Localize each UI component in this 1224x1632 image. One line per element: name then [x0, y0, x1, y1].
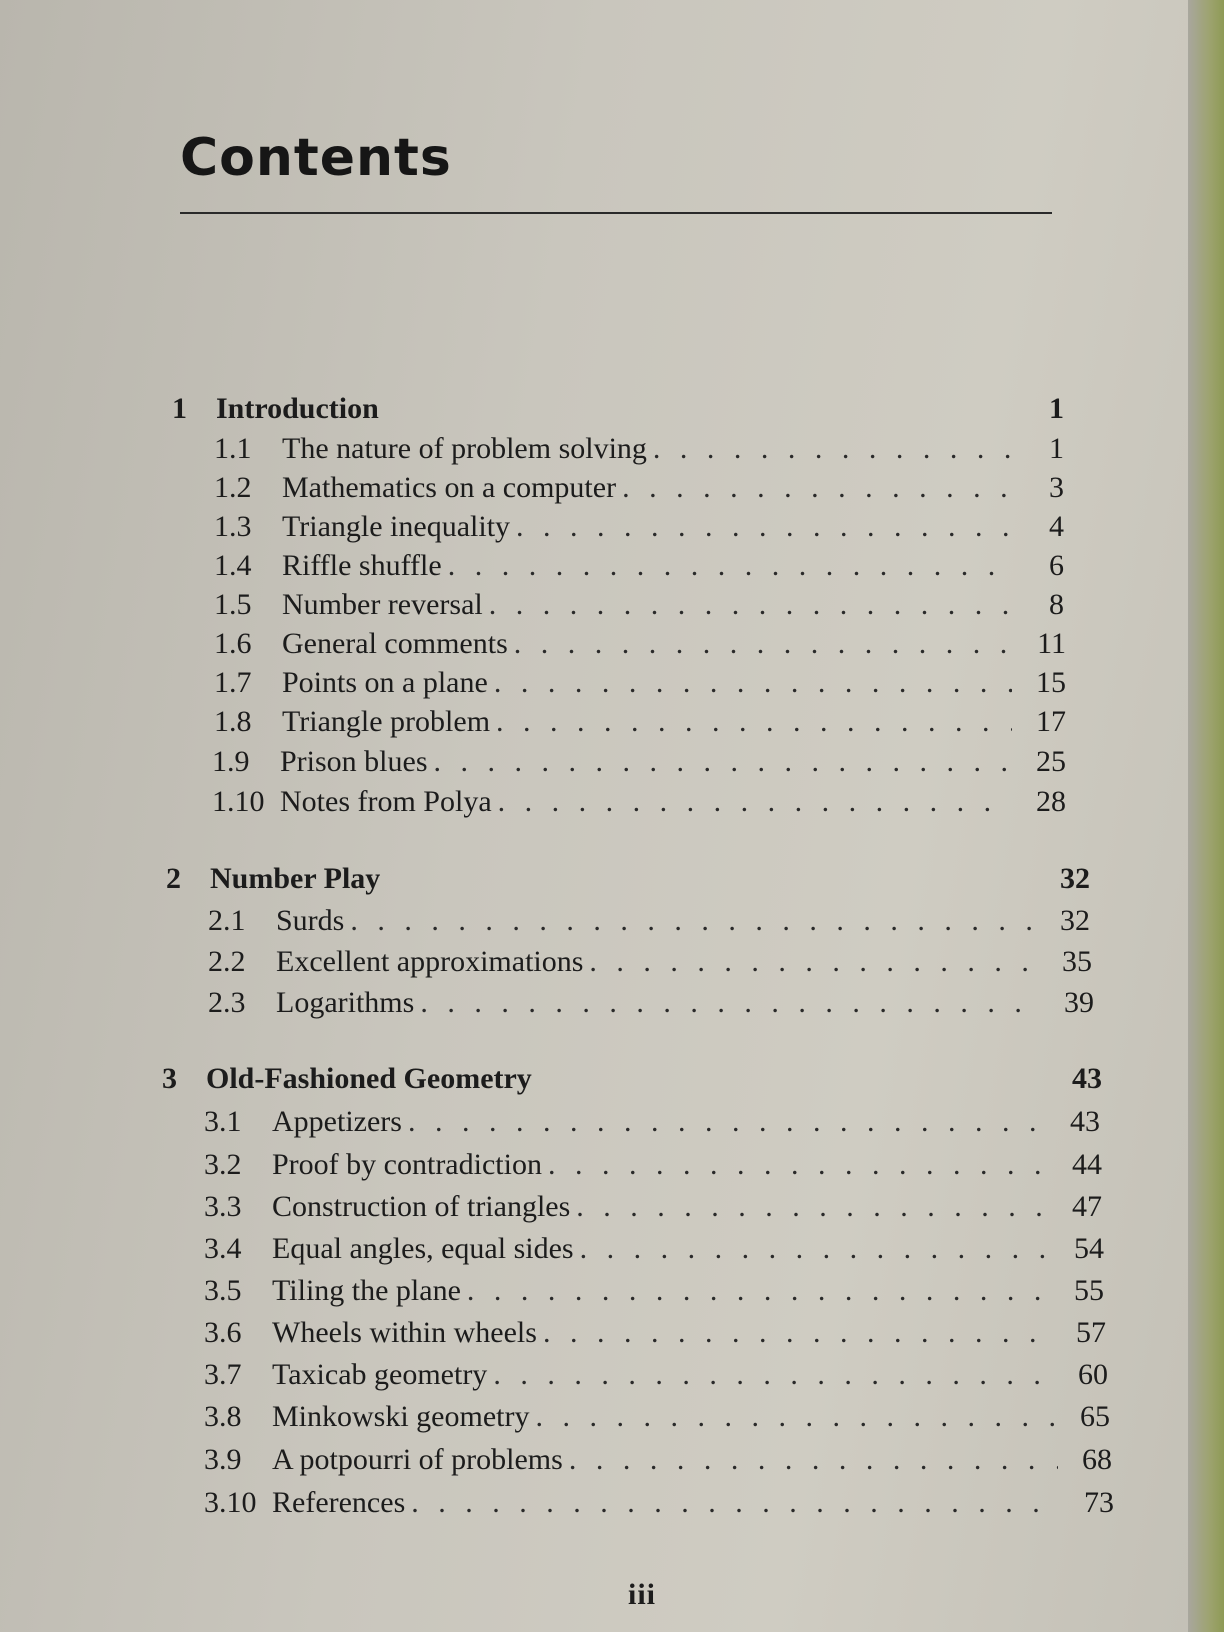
section-1-6[interactable]	[214, 627, 1066, 661]
leader-dots	[467, 1274, 1050, 1308]
leader-dots	[350, 904, 1036, 938]
section-number: 1.10	[212, 785, 265, 818]
section-title: Prison blues	[280, 745, 428, 778]
chapter-title: Introduction	[216, 392, 379, 425]
section-title: References	[272, 1486, 406, 1519]
chapter-page: 32	[1060, 862, 1090, 895]
section-number: 3.3	[204, 1190, 242, 1223]
section-number: 3.9	[204, 1443, 242, 1476]
section-3-5[interactable]	[204, 1274, 1104, 1308]
section-3-7[interactable]	[204, 1358, 1108, 1392]
chapter-page: 1	[1049, 392, 1064, 425]
section-3-4[interactable]	[204, 1232, 1104, 1266]
section-number: 1.2	[214, 471, 252, 504]
section-number: 3.1	[204, 1105, 242, 1138]
section-3-9[interactable]	[204, 1443, 1112, 1477]
page-edge	[1188, 0, 1224, 1632]
page-folio: iii	[628, 1578, 657, 1611]
section-3-10[interactable]	[204, 1486, 1114, 1520]
section-page: 11	[1037, 627, 1066, 660]
section-1-4[interactable]	[214, 549, 1064, 583]
leader-dots	[408, 1105, 1046, 1139]
leader-dots	[493, 1358, 1054, 1392]
section-1-7[interactable]	[214, 666, 1066, 700]
section-page: 47	[1072, 1190, 1102, 1223]
leader-dots	[494, 666, 1012, 700]
leader-dots	[411, 1486, 1060, 1520]
section-3-8[interactable]	[204, 1400, 1110, 1434]
section-page: 3	[1049, 471, 1064, 504]
section-number: 3.4	[204, 1232, 242, 1265]
section-3-3[interactable]	[204, 1190, 1102, 1224]
section-page: 17	[1036, 705, 1066, 738]
section-number: 3.2	[204, 1148, 242, 1181]
chapter-number: 1	[172, 392, 187, 425]
section-1-1[interactable]	[214, 432, 1064, 466]
section-title: Mathematics on a computer	[282, 471, 617, 504]
section-title: Proof by contradiction	[272, 1148, 542, 1181]
section-title: Surds	[276, 904, 345, 937]
section-number: 3.8	[204, 1400, 242, 1433]
section-2-3[interactable]	[208, 986, 1094, 1020]
section-title: General comments	[282, 627, 508, 660]
section-title: Taxicab geometry	[272, 1358, 488, 1391]
leader-dots	[434, 745, 1012, 779]
section-1-2[interactable]	[214, 471, 1064, 505]
section-page: 43	[1070, 1105, 1100, 1138]
section-number: 1.8	[214, 705, 252, 738]
section-title: Number reversal	[282, 588, 483, 621]
section-page: 54	[1074, 1232, 1104, 1265]
section-number: 1.9	[212, 745, 250, 778]
section-number: 1.5	[214, 588, 252, 621]
leader-dots	[589, 945, 1038, 979]
section-title: Appetizers	[272, 1105, 402, 1138]
section-number: 2.1	[208, 904, 246, 937]
leader-dots	[576, 1190, 1048, 1224]
section-number: 3.6	[204, 1316, 242, 1349]
section-page: 73	[1084, 1486, 1114, 1519]
leader-dots	[535, 1400, 1056, 1434]
leader-dots	[580, 1232, 1050, 1266]
section-page: 32	[1060, 904, 1090, 937]
leader-dots	[622, 471, 1010, 505]
section-page: 60	[1078, 1358, 1108, 1391]
section-number: 1.1	[214, 432, 252, 465]
section-page: 68	[1082, 1443, 1112, 1476]
page-title: Contents	[180, 128, 452, 188]
section-number: 3.5	[204, 1274, 242, 1307]
leader-dots	[569, 1443, 1058, 1477]
leader-dots	[653, 432, 1010, 466]
section-page: 44	[1072, 1148, 1102, 1181]
section-number: 1.4	[214, 549, 252, 582]
section-page: 35	[1062, 945, 1092, 978]
chapter-number: 3	[162, 1062, 177, 1095]
section-title: Tiling the plane	[272, 1274, 461, 1307]
section-page: 1	[1049, 432, 1064, 465]
section-title: Riffle shuffle	[282, 549, 442, 582]
section-page: 39	[1064, 986, 1094, 1019]
section-title: A potpourri of problems	[272, 1443, 563, 1476]
section-1-9[interactable]	[212, 745, 1066, 779]
section-title: Minkowski geometry	[272, 1400, 530, 1433]
section-page: 25	[1036, 745, 1066, 778]
section-page: 6	[1049, 549, 1064, 582]
section-page: 8	[1049, 588, 1064, 621]
section-title: The nature of problem solving	[282, 432, 647, 465]
section-1-8[interactable]	[214, 705, 1066, 739]
leader-dots	[448, 549, 1010, 583]
chapter-1-entry[interactable]	[172, 392, 1064, 426]
section-title: Triangle problem	[282, 705, 491, 738]
section-title: Triangle inequality	[282, 510, 511, 543]
section-title: Wheels within wheels	[272, 1316, 537, 1349]
section-number: 1.3	[214, 510, 252, 543]
chapter-title: Old-Fashioned Geometry	[206, 1062, 532, 1095]
section-3-1[interactable]	[204, 1105, 1100, 1139]
section-3-2[interactable]	[204, 1148, 1102, 1182]
section-number: 1.7	[214, 666, 252, 699]
chapter-3-entry[interactable]	[162, 1062, 1102, 1096]
section-page: 4	[1049, 510, 1064, 543]
section-1-10[interactable]	[212, 785, 1066, 819]
leader-dots	[420, 986, 1040, 1020]
section-number: 3.7	[204, 1358, 242, 1391]
leader-dots	[543, 1316, 1052, 1350]
chapter-number: 2	[166, 862, 181, 895]
section-number: 2.2	[208, 945, 246, 978]
section-number: 3.10	[204, 1486, 257, 1519]
section-2-2[interactable]	[208, 945, 1092, 979]
section-title: Construction of triangles	[272, 1190, 571, 1223]
section-page: 65	[1080, 1400, 1110, 1433]
leader-dots	[498, 785, 1012, 819]
leader-dots	[489, 588, 1010, 622]
section-1-5[interactable]	[214, 588, 1064, 622]
section-2-1[interactable]	[208, 904, 1090, 938]
section-page: 57	[1076, 1316, 1106, 1349]
section-title: Logarithms	[276, 986, 415, 1019]
leader-dots	[496, 705, 1012, 739]
section-page: 15	[1036, 666, 1066, 699]
section-title: Points on a plane	[282, 666, 488, 699]
section-title: Excellent approximations	[276, 945, 584, 978]
section-title: Notes from Polya	[280, 785, 492, 818]
chapter-2-entry[interactable]	[166, 862, 1090, 896]
leader-dots	[514, 627, 1012, 661]
chapter-title: Number Play	[210, 862, 381, 895]
section-page: 55	[1074, 1274, 1104, 1307]
chapter-page: 43	[1072, 1062, 1102, 1095]
section-page: 28	[1036, 785, 1066, 818]
section-1-3[interactable]	[214, 510, 1064, 544]
leader-dots	[516, 510, 1010, 544]
title-rule	[180, 212, 1052, 214]
section-number: 1.6	[214, 627, 252, 660]
section-number: 2.3	[208, 986, 246, 1019]
section-title: Equal angles, equal sides	[272, 1232, 574, 1265]
section-3-6[interactable]	[204, 1316, 1106, 1350]
leader-dots	[548, 1148, 1048, 1182]
